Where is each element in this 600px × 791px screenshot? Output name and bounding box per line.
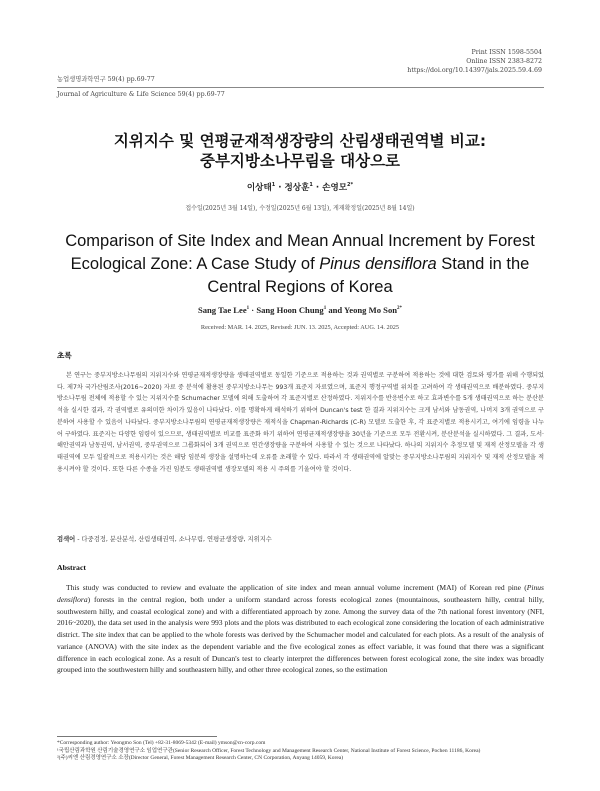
korean-author1: 이상태 [246,183,272,193]
species-name: Pinus densiflora [319,255,437,273]
english-title-line2: Ecological Zone: A Case Study of Pinus densiflora Stand in the [70,255,530,273]
footnote-1: ¹국립산림과학원 산림기술경영연구소 임업연구관(Senior Research Officer, Forest Technology and Management Research Center, National Institute of Forest Science, Pochen 11186, Korea) [57,747,481,754]
korean-title-line2: 중부지방소나무림을 대상으로 [199,152,401,170]
corresponding-author: *Corresponding author: Yeongmo Son (Tel) +82-31-8069-5342 (E-mail) ymson@cn-corp.com [57,740,266,746]
footnote-2: ²(주)씨엔 산림경영연구소 소장(Director General, Forest Management Research Center, CN Corporation, Anyang 14059, Korea) [57,755,344,762]
english-title [60,230,540,299]
header-rule [57,87,544,88]
english-dates: Received: MAR. 14. 2025, Revised: JUN. 13. 2025, Accepted: AUG. 14. 2025 [200,324,400,331]
online-issn: Online ISSN 2383-8272 [466,58,542,66]
doi-link[interactable]: https://doi.org/10.14397/jals.2025.59.4.69 [407,67,542,75]
footnote-rule [57,736,217,737]
journal-en: Journal of Agriculture & Life Science 59(4) pp.69-77 [57,91,225,98]
print-issn: Print ISSN 1598-5504 [471,49,542,56]
korean-author2: 정상훈 [284,183,310,193]
issn-block [407,48,542,76]
korean-title [0,131,600,171]
english-abstract-text: This study was conducted to review and evaluate the application of site index and mean annual volume increment (MAI) of Korean red pine (Pinus densiflora) forests in the central region, both under a uniform standard across forests ecological zones (mountainous, southeastern hilly, central hilly, southwestern hilly, and coastal ecological zone) and with a differentiated approach by zone. Among the survey data of the 7th national forest inventory (NFI, 2016~2020), the data set used in the analysis were 993 plots and the plots was distributed to each ecological zone considering the location of each administrative district. The site index that can be applied to the whole forests was derived by the Schumacher model and calculated for each plots. As a result of the analysis of variance (ANOVA) with the site index as the dependent variable and the five ecological zones as effect variable, it was found that there was a significant difference in each ecological zone. As a result of Duncan's test to clearly interpret the differences between forest ecological zone, the site index was broadly grouped into the southwestern hilly and southeastern hilly, and other three ecological zones, so the estimation [57,583,544,675]
korean-dates: 접수일(2025년 3월 14일), 수정일(2025년 6월 13일), 게재확정일(2025년 8월 14일) [185,205,415,212]
keywords-text: - 다중검정, 분산분석, 산림생태권역, 소나무림, 연평균생장량, 지위지수 [75,536,272,543]
english-title-line1: Comparison of Site Index and Mean Annual Increment by Forest [65,232,535,250]
english-author2: Sang Hoon Chung [256,305,324,315]
korean-keywords [57,534,544,543]
keywords-label: 검색어 [57,536,76,543]
english-title-line3: Central Regions of Korea [207,278,393,296]
korean-abstract-heading: 초록 [57,351,72,360]
english-abstract-heading: Abstract [57,563,87,572]
footnotes [57,740,547,763]
english-authors: Sang Tae Lee$^1$ · Sang Hoon Chung$^1$ and Yeong Mo Son$^{2*}$ [197,305,403,315]
english-author3: Yeong Mo Son [344,305,398,315]
korean-authors: 이상태$^1$ · 정상훈$^1$ · 손영모$^{2*}$ [246,182,354,193]
korean-author3: 손영모 [322,183,348,193]
korean-title-line1: 지위지수 및 연평균재적생장량의 산림생태권역별 비교: [113,132,487,150]
english-author1: Sang Tae Lee [197,305,247,315]
korean-abstract-text: 본 연구는 중부지방소나무림의 지위지수와 연평균재적생장량을 생태권역별로 동일한 기준으로 적용하는 것과 권역별로 구분하여 적용하는 것에 대한 검토와 평가를 위해 수행되었다. 제7차 국가산림조사(2016~2020) 자료 중 분석에 활용된 중부지방소나무는 993개 표준지 자료였으며, 표준지 행정구역별 위치를 고려하여 각 생태권역으로 배분하였다. 중부지방소나무림 전체에 적용할 수 있는 지위지수를 Schumacher 모델에 의해 도출하여 각 표준지별로 산정하였다. 지위지수를 반응변수로 하고 효과변수를 5개 생태권역으로 하는 분산분석을 실시한 결과, 각 권역별로 유의미한 차이가 있음이 나타났다. 이를 명확하게 해석하기 위하여 Duncan's test 한 결과 지위지수는 크게 남서와 남동권역, 나머지 3개 권역으로 구분하여 사용할 수 있음이 나타났다. 중부지방소나무림의 연평균재적생장량은 재적식을 Chapman-Richards (C-R) 모델로 도출한 후, 각 표준지별로 적용시키고, 여기에 임령을 나누어 구하였다. 표준지는 다양한 임령이 있으므로, 생태권역별로 비교를 표준화 하기 위하여 연평균재적생장량을 30년을 기준으로 모두 전환시켜, 분산분석을 실시하였다. 그 결과, 도서·해안권역과 남동권역, 남서권역, 중부권역으로 그룹화되어 3개 권역으로 연간생장량을 구분하여 사용할 수 있는 것으로 나타났다. 하나의 지위지수 추정모델 및 재적 산정모델을 각 생태권역에 모두 일괄적으로 적용시키는 것은 해당 임분의 생장을 설명하는데 오류를 초래할 수 있다. 따라서 각 생태권역에 알맞는 중부지방소나무림의 지위지수 및 재적 산정모델을 적용시켜야 할 것이다. 또한 다른 수종을 가진 임분도 생태권역별 생장모델의 적용 시 주의를 기울여야 할 것이다. [57,372,544,473]
journal-kr: 농업생명과학연구 59(4) pp.69-77 [57,76,155,83]
